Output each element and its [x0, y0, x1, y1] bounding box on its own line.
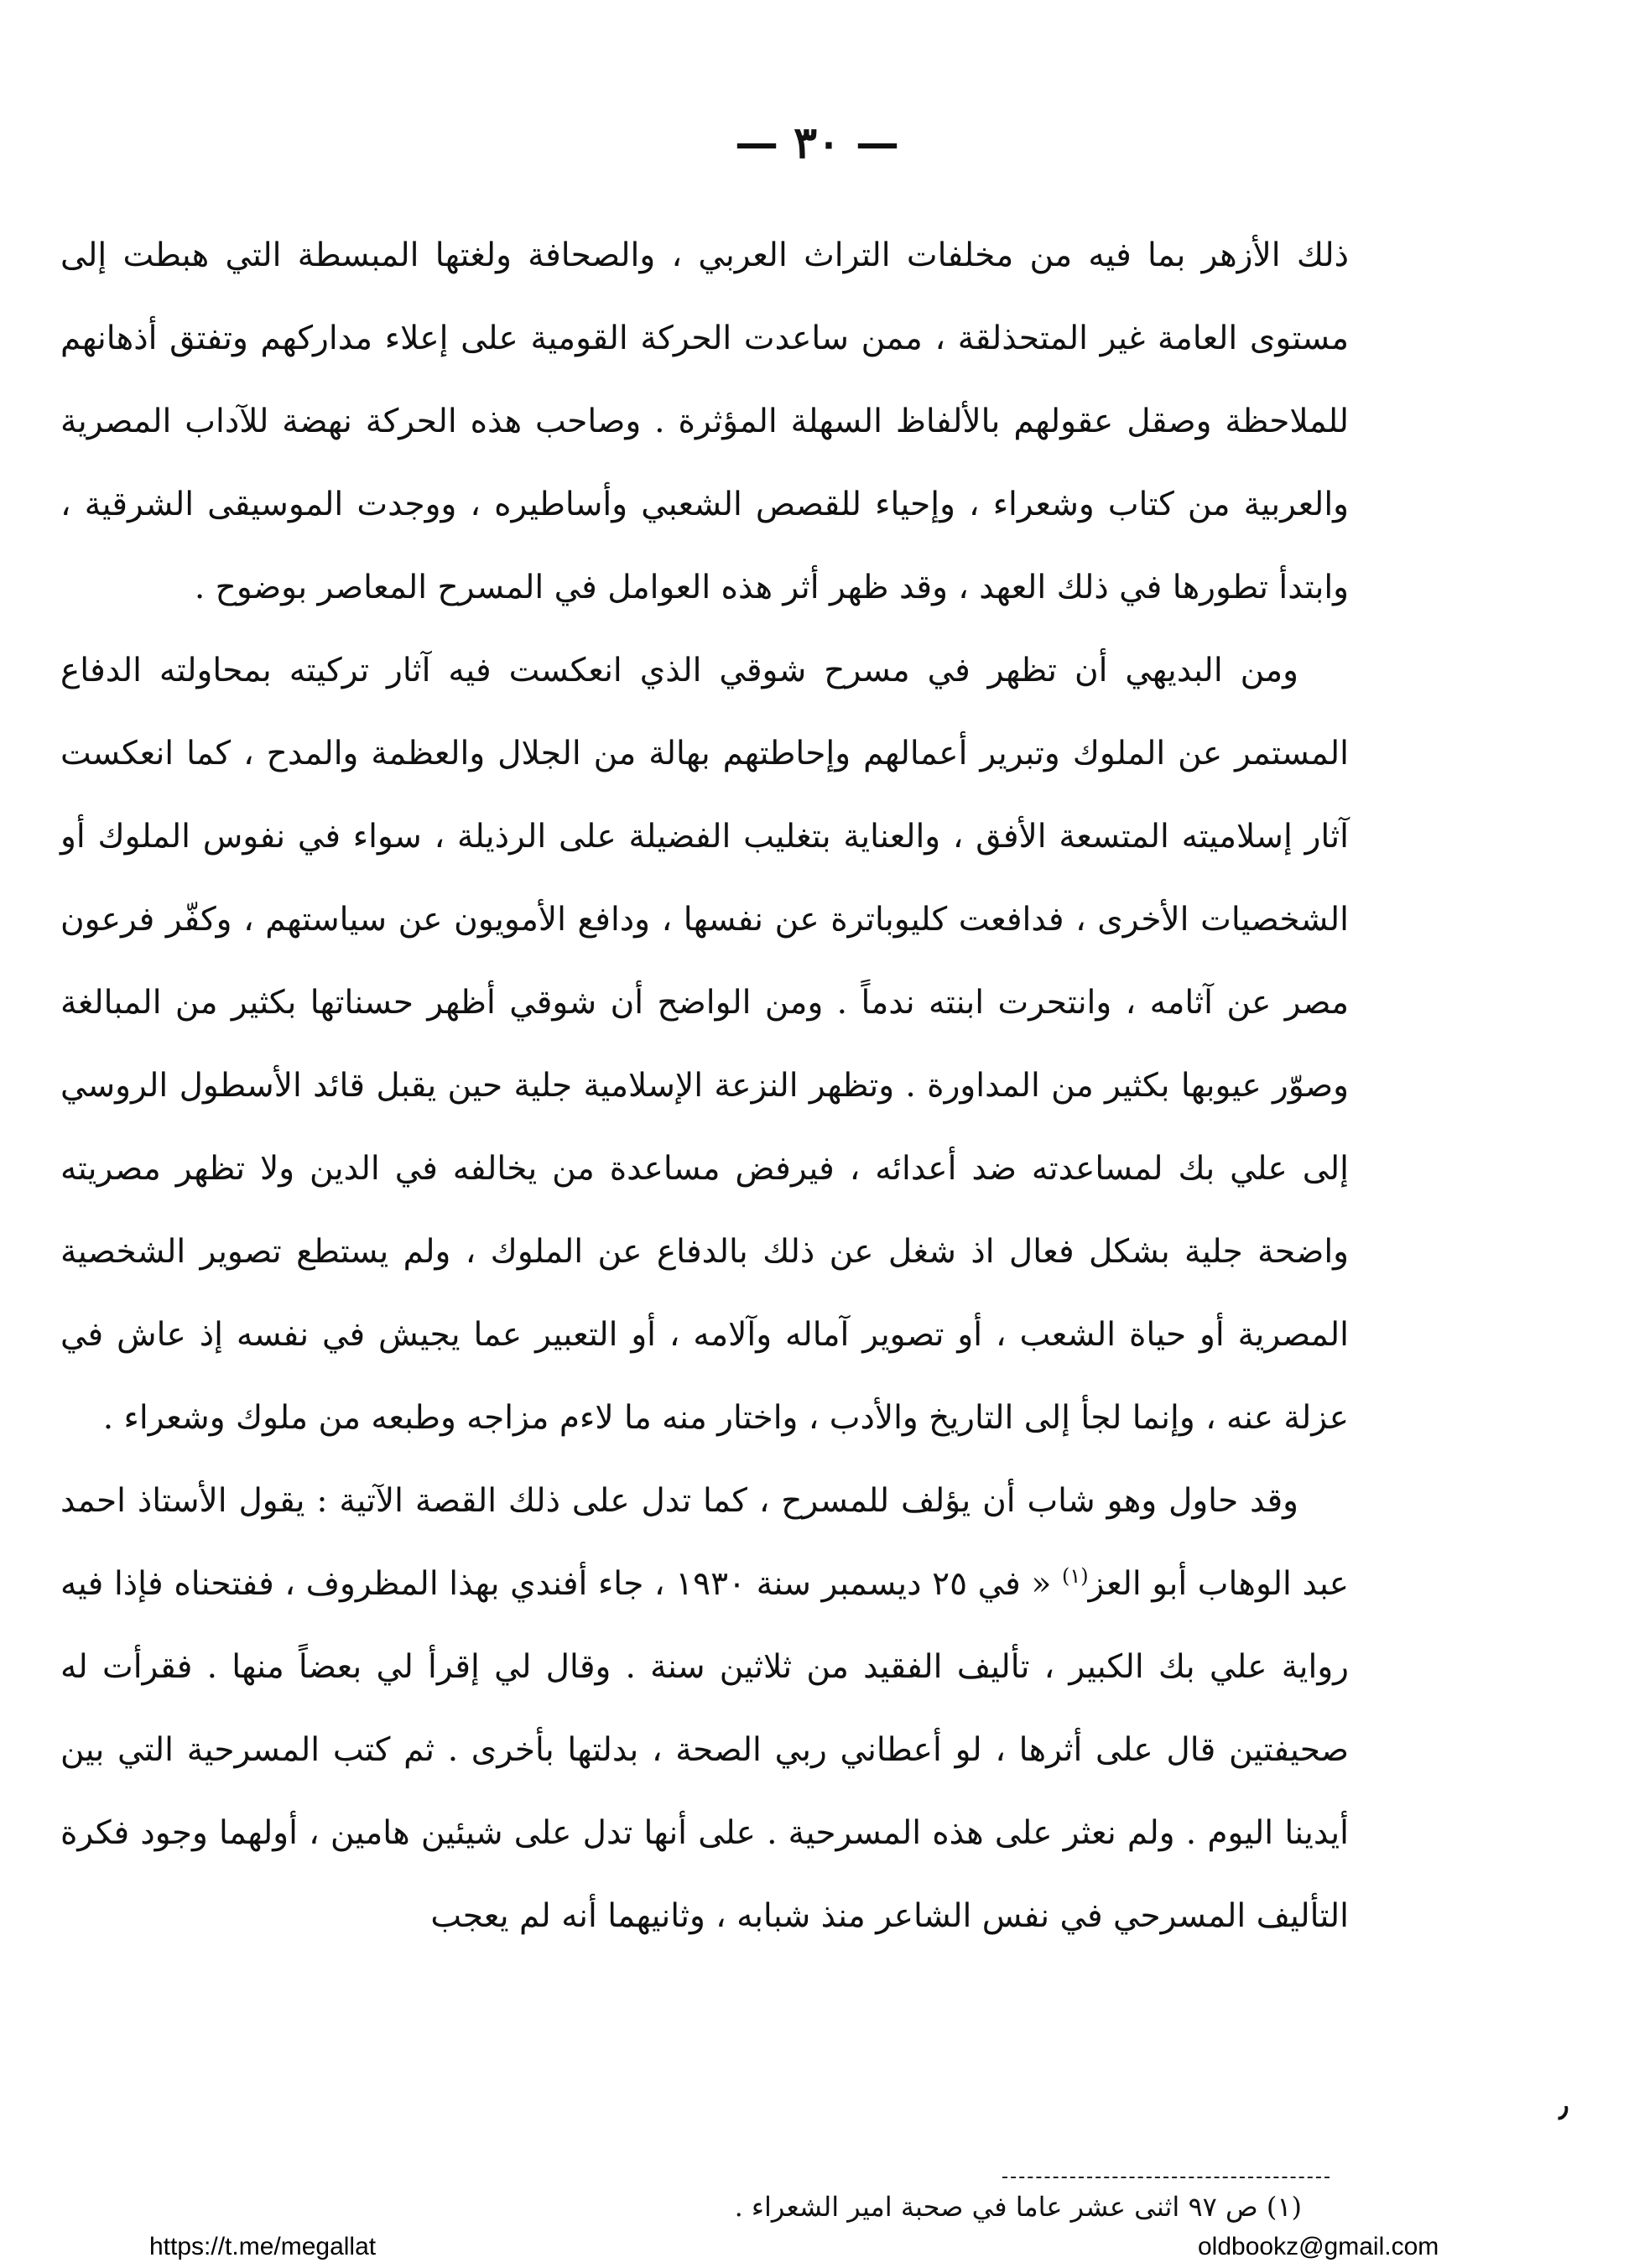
paragraph-3: [60, 1459, 1349, 1958]
footnote-divider: [1002, 2177, 1330, 2178]
footer-email[interactable]: oldbookz@gmail.com: [1198, 2233, 1439, 2260]
margin-mark: ٫: [1559, 2089, 1569, 2124]
footer-telegram-link[interactable]: https://t.me/megallat: [149, 2233, 377, 2260]
body-text: [60, 214, 1349, 1958]
paragraph-3-start: وقد حاول وهو شاب أن يؤلف للمسرح ، كما تدل على ذلك القصة الآتية : يقول الأستاذ احمد عبد الوهاب أبو العز: [60, 1482, 1349, 1603]
paragraph-1: ذلك الأزهر بما فيه من مخلفات التراث العربي ، والصحافة ولغتها المبسطة التي هبطت إلى مستوى العامة غير المتحذلقة ، ممن ساعدت الحركة القومية على إعلاء مداركهم وتفتق أذهانهم للملاحظة وصقل عقولهم بالألفاظ السهلة المؤثرة . وصاحب هذه الحركة نهضة للآداب المصرية والعربية من كتاب وشعراء ، وإحياء للقصص الشعبي وأساطيره ، ووجدت الموسيقى الشرقية ، وابتدأ تطورها في ذلك العهد ، وقد ظهر أثر هذه العوامل في المسرح المعاصر بوضوح .: [60, 237, 1349, 606]
paragraph-3-continued: « في ٢٥ ديسمبر سنة ١٩٣٠ ، جاء أفندي بهذا المظروف ، ففتحناه فإذا فيه رواية علي بك الكبير ، تأليف الفقيد من ثلاثين سنة . وقال لي إقرأ لي بعضاً منها . فقرأت له صحيفتين قال على أثرها ، لو أعطاني ربي الصحة ، بدلتها بأخرى . ثم كتب المسرحية التي بين أيدينا اليوم . ولم نعثر على هذه المسرحية . على أنها تدل على شيئين هامين ، أولهما وجود فكرة التأليف المسرحي في نفس الشاعر منذ شبابه ، وثانيهما أنه لم يعجب: [60, 1565, 1349, 1935]
footnote-reference: (١): [1061, 1564, 1089, 1588]
paragraph-2: ومن البديهي أن تظهر في مسرح شوقي الذي انعكست فيه آثار تركيته بمحاولته الدفاع المستمر عن الملوك وتبرير أعمالهم وإحاطتهم بهالة من الجلال والعظمة والمدح ، كما انعكست آثار إسلاميته المتسعة الأفق ، والعناية بتغليب الفضيلة على الرذيلة ، سواء في نفوس الملوك أو الشخصيات الأخرى ، فدافعت كليوباترة عن نفسها ، ودافع الأمويون عن سياستهم ، وكفّر فرعون مصر عن آثامه ، وانتحرت ابنته ندماً . ومن الواضح أن شوقي أظهر حسناتها بكثير من المبالغة وصوّر عيوبها بكثير من المداورة . وتظهر النزعة الإسلامية جلية حين يقبل قائد الأسطول الروسي إلى علي بك لمساعدته ضد أعدائه ، فيرفض مساعدة من يخالفه في الدين ولا تظهر مصريته واضحة جلية بشكل فعال اذ شغل عن ذلك بالدفاع عن الملوك ، ولم يستطع تصوير الشخصية المصرية أو حياة الشعب ، أو تصوير آماله وآلامه ، أو التعبير عما يجيش في نفسه إذ عاش في عزلة عنه ، وإنما لجأ إلى التاريخ والأدب ، واختار منه ما لاءم مزاجه وطبعه من ملوك وشعراء .: [60, 652, 1349, 1437]
footnote: (١) ص ٩٧ اثنى عشر عاما في صحبة امير الشعراء .: [734, 2191, 1302, 2223]
page-number: — ٣٠ —: [734, 117, 900, 169]
